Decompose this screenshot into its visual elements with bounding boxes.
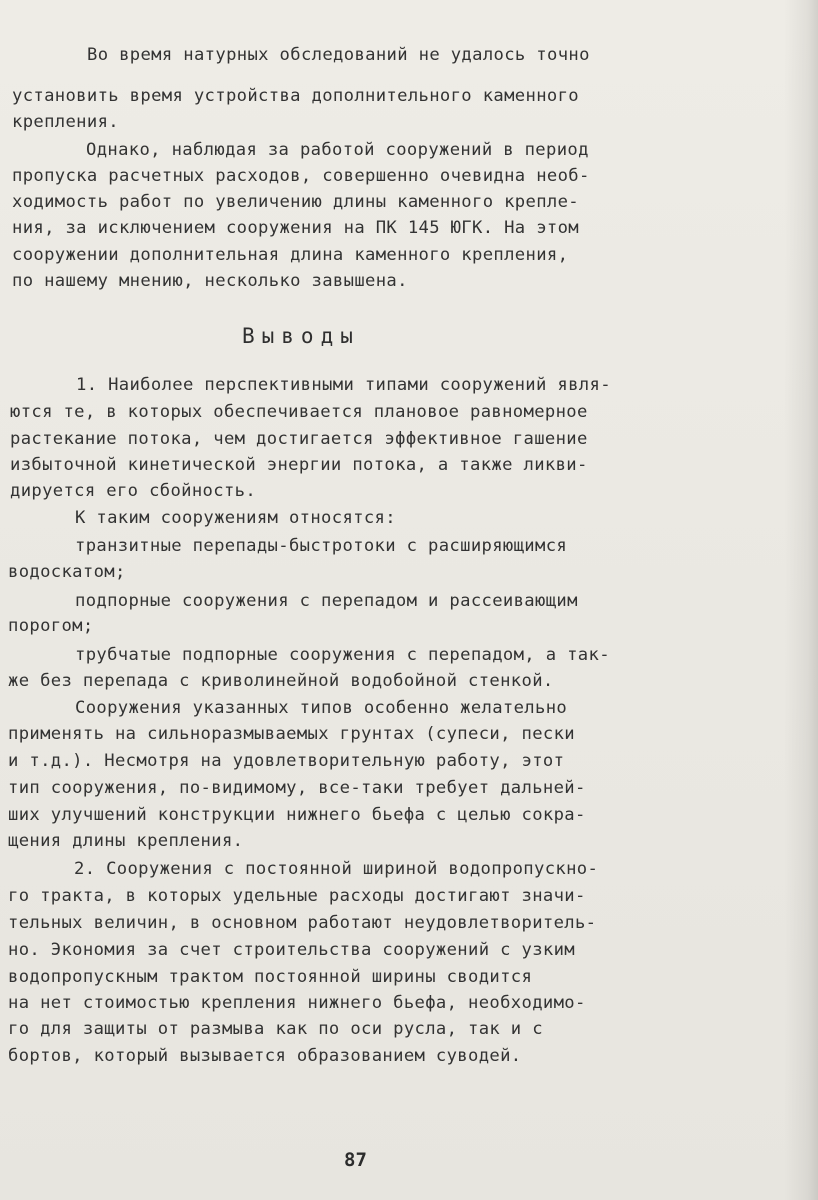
text-line: 1. Наиболее перспективными типами сооружений явля- bbox=[76, 375, 611, 395]
text-line: дируется его сбойность. bbox=[10, 481, 257, 501]
text-line: К таким сооружениям относятся: bbox=[75, 508, 396, 528]
section-heading: Выводы bbox=[242, 324, 360, 348]
text-line: бортов, который вызывается образованием суводей. bbox=[8, 1046, 522, 1066]
text-line: ются те, в которых обеспечивается плановое равномерное bbox=[10, 402, 588, 422]
text-line: го тракта, в которых удельные расходы достигают значи- bbox=[8, 886, 586, 906]
text-line: тип сооружения, по-видимому, все-таки требует дальней- bbox=[8, 778, 586, 798]
text-line: го для защиты от размыва как по оси русла, так и с bbox=[8, 1019, 543, 1039]
text-line: подпорные сооружения с перепадом и рассеивающим bbox=[75, 591, 578, 611]
page-edge-shadow bbox=[784, 0, 818, 1200]
text-line: ших улучшений конструкции нижнего бьефа с целью сокра- bbox=[8, 805, 586, 825]
text-line: 2. Сооружения с постоянной шириной водопропускно- bbox=[74, 859, 599, 879]
text-line: порогом; bbox=[8, 616, 94, 636]
text-line: избыточной кинетической энергии потока, а также ликви- bbox=[10, 455, 588, 475]
text-line: Сооружения указанных типов особенно желательно bbox=[75, 698, 568, 718]
text-line: пропуска расчетных расходов, совершенно очевидна необ- bbox=[12, 166, 590, 186]
text-line: и т.д.). Несмотря на удовлетворительную работу, этот bbox=[8, 751, 565, 771]
text-line: крепления. bbox=[12, 112, 119, 132]
text-line: установить время устройства дополнительного каменного bbox=[12, 86, 579, 106]
text-line: водопропускным трактом постоянной ширины сводится bbox=[8, 967, 533, 987]
text-line: щения длины крепления. bbox=[8, 831, 244, 851]
text-line: Однако, наблюдая за работой сооружений в период bbox=[86, 140, 589, 160]
text-line: ходимость работ по увеличению длины каменного крепле- bbox=[12, 192, 579, 212]
text-line: тельных величин, в основном работают неудовлетворитель- bbox=[8, 913, 597, 933]
text-line: трубчатые подпорные сооружения с перепадом, а так- bbox=[75, 645, 610, 665]
text-line: водоскатом; bbox=[8, 562, 126, 582]
text-line: по нашему мнению, несколько завышена. bbox=[12, 271, 408, 291]
text-line: на нет стоимостью крепления нижнего бьефа, необходимо- bbox=[8, 993, 586, 1013]
text-line: же без перепада с криволинейной водобойной стенкой. bbox=[8, 671, 554, 691]
text-line: но. Экономия за счет строительства сооружений с узким bbox=[8, 940, 575, 960]
text-line: транзитные перепады-быстротоки с расширяющимся bbox=[75, 536, 568, 556]
text-line: сооружении дополнительная длина каменного крепления, bbox=[12, 245, 569, 265]
text-line: ния, за исключением сооружения на ПК 145 ЮГК. На этом bbox=[12, 218, 579, 238]
text-line: растекание потока, чем достигается эффективное гашение bbox=[10, 429, 588, 449]
text-line: Во время натурных обследований не удалось точно bbox=[87, 45, 590, 65]
text-line: применять на сильноразмываемых грунтах (супеси, пески bbox=[8, 724, 575, 744]
page-number: 87 bbox=[344, 1149, 367, 1171]
